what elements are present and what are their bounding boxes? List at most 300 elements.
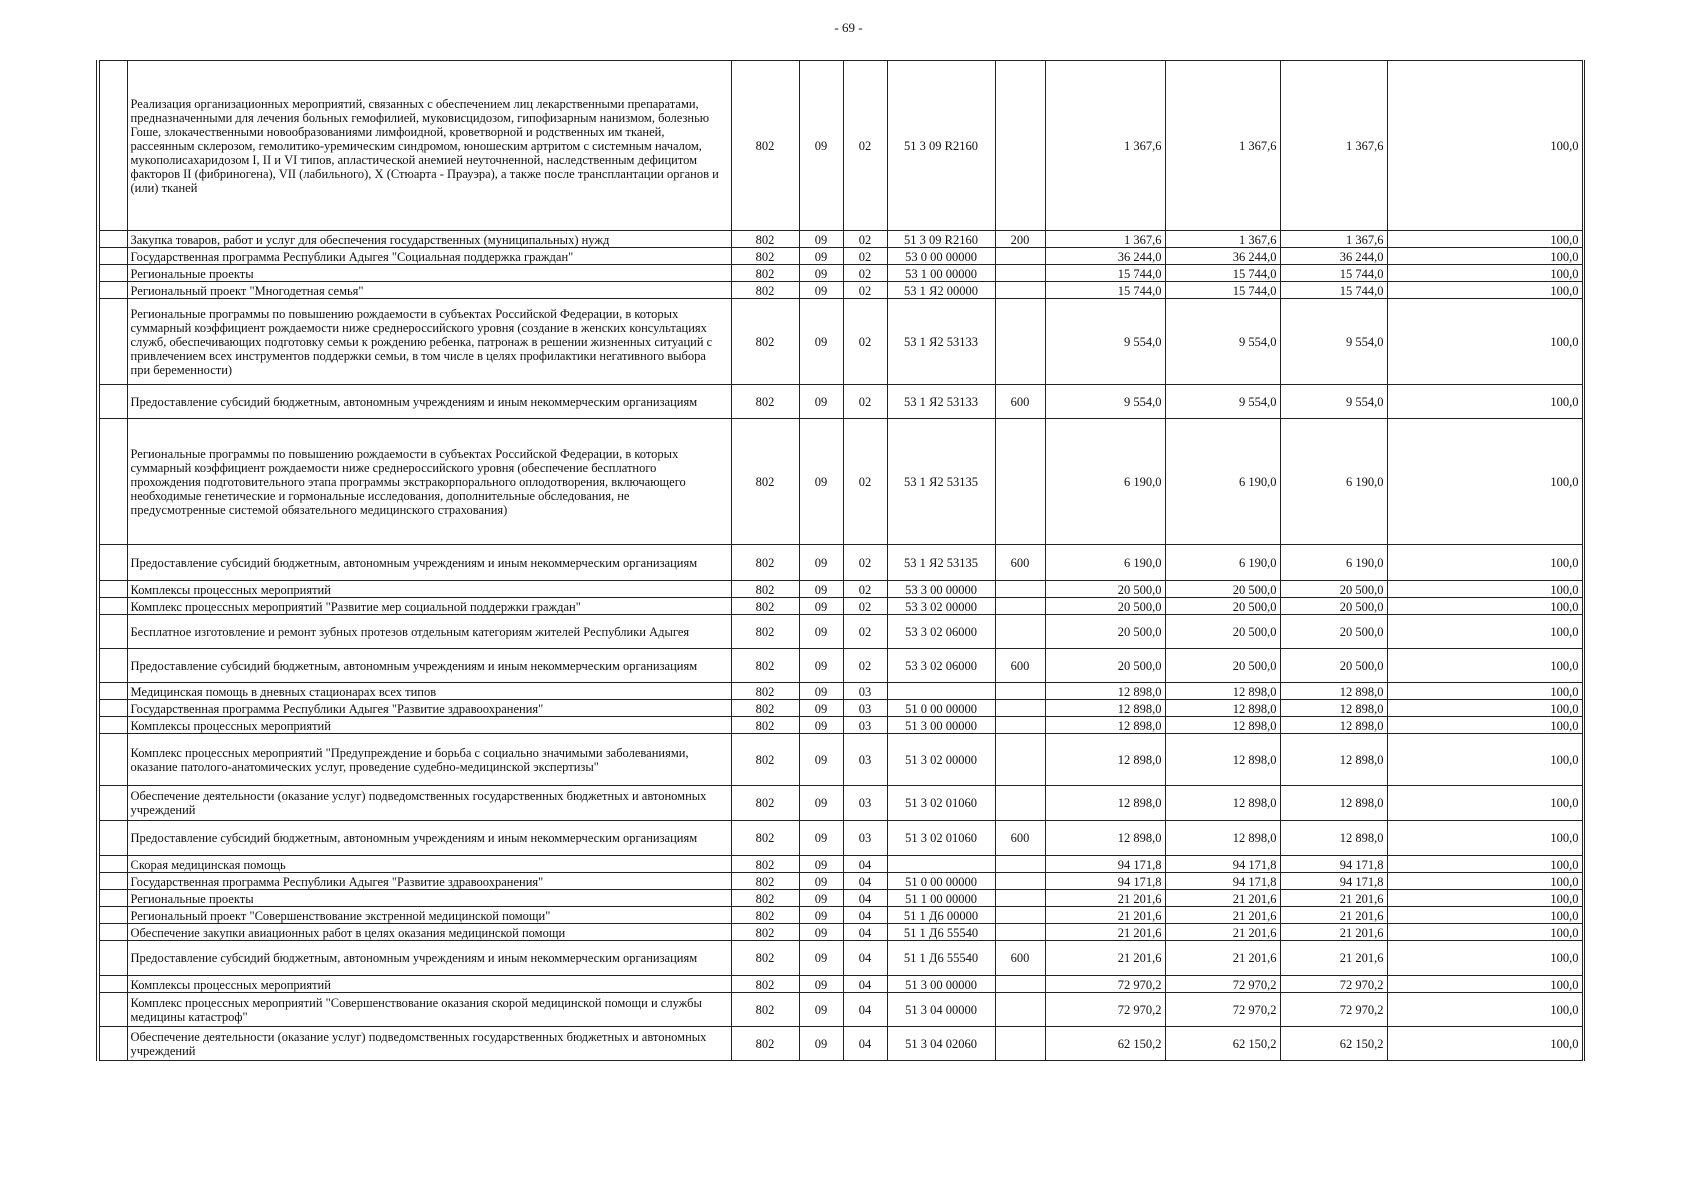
section-code-cell: 09 (799, 265, 843, 282)
amount-2-cell: 94 171,8 (1165, 873, 1280, 890)
amount-2-cell: 20 500,0 (1165, 598, 1280, 615)
row-name-cell: Предоставление субсидий бюджетным, автономным учреждениям и иным некоммерческим организациям (127, 545, 731, 581)
amount-1-cell: 12 898,0 (1045, 821, 1165, 856)
subsection-code-cell: 02 (843, 598, 887, 615)
row-gutter-cell (100, 734, 127, 786)
target-article-cell (887, 683, 995, 700)
ministry-code-cell: 802 (731, 924, 799, 941)
amount-1-cell: 20 500,0 (1045, 581, 1165, 598)
ministry-code-cell: 802 (731, 700, 799, 717)
percent-cell: 100,0 (1387, 299, 1582, 385)
section-code-cell: 09 (799, 419, 843, 545)
section-code-cell: 09 (799, 821, 843, 856)
amount-3-cell: 62 150,2 (1280, 1027, 1387, 1061)
section-code-cell: 09 (799, 61, 843, 231)
row-gutter-cell (100, 890, 127, 907)
table-row (100, 993, 1582, 1027)
target-article-cell: 53 0 00 00000 (887, 248, 995, 265)
subsection-code-cell: 03 (843, 786, 887, 821)
amount-2-cell: 12 898,0 (1165, 683, 1280, 700)
percent-cell: 100,0 (1387, 385, 1582, 419)
amount-1-cell: 20 500,0 (1045, 615, 1165, 649)
amount-3-cell: 12 898,0 (1280, 717, 1387, 734)
target-article-cell: 51 3 09 R2160 (887, 231, 995, 248)
table-row (100, 649, 1582, 683)
row-gutter-cell (100, 941, 127, 976)
amount-1-cell: 9 554,0 (1045, 299, 1165, 385)
row-name-cell: Региональные программы по повышению рождаемости в субъектах Российской Федерации, в которых суммарный коэффициент рождаемости ниже среднероссийского уровня (обеспечение бесплатного прохождения подготовительного этапа программы экстракорпорального оплодотворения, включающего необходимые генетические и гормональные исследования, дополнительные обследования, не предусмотренные системой обязательного медицинского страхования) (127, 419, 731, 545)
ministry-code-cell: 802 (731, 856, 799, 873)
amount-2-cell: 12 898,0 (1165, 700, 1280, 717)
amount-1-cell: 21 201,6 (1045, 907, 1165, 924)
amount-1-cell: 12 898,0 (1045, 734, 1165, 786)
table-row (100, 924, 1582, 941)
table-row (100, 856, 1582, 873)
expense-type-cell: 600 (995, 821, 1045, 856)
amount-3-cell: 6 190,0 (1280, 545, 1387, 581)
target-article-cell: 53 3 02 06000 (887, 649, 995, 683)
amount-3-cell: 21 201,6 (1280, 907, 1387, 924)
amount-3-cell: 36 244,0 (1280, 248, 1387, 265)
subsection-code-cell: 02 (843, 385, 887, 419)
amount-3-cell: 12 898,0 (1280, 700, 1387, 717)
page-number: - 69 - (834, 20, 863, 35)
table-body (100, 61, 1582, 1061)
expense-type-cell: 600 (995, 545, 1045, 581)
expense-type-cell (995, 598, 1045, 615)
ministry-code-cell: 802 (731, 248, 799, 265)
row-name-cell: Обеспечение деятельности (оказание услуг) подведомственных государственных бюджетных и автономных учреждений (127, 786, 731, 821)
row-name-cell: Комплексы процессных мероприятий (127, 581, 731, 598)
section-code-cell: 09 (799, 941, 843, 976)
expense-type-cell (995, 890, 1045, 907)
amount-2-cell: 12 898,0 (1165, 786, 1280, 821)
row-name-cell: Предоставление субсидий бюджетным, автономным учреждениям и иным некоммерческим организациям (127, 821, 731, 856)
expense-type-cell: 600 (995, 385, 1045, 419)
section-code-cell: 09 (799, 282, 843, 299)
percent-cell: 100,0 (1387, 941, 1582, 976)
percent-cell: 100,0 (1387, 821, 1582, 856)
target-article-cell: 51 3 00 00000 (887, 976, 995, 993)
table-row (100, 683, 1582, 700)
subsection-code-cell: 02 (843, 649, 887, 683)
expense-type-cell (995, 581, 1045, 598)
ministry-code-cell: 802 (731, 61, 799, 231)
amount-2-cell: 21 201,6 (1165, 890, 1280, 907)
section-code-cell: 09 (799, 890, 843, 907)
amount-1-cell: 1 367,6 (1045, 61, 1165, 231)
amount-1-cell: 12 898,0 (1045, 683, 1165, 700)
amount-1-cell: 72 970,2 (1045, 976, 1165, 993)
amount-2-cell: 9 554,0 (1165, 385, 1280, 419)
amount-3-cell: 12 898,0 (1280, 734, 1387, 786)
amount-3-cell: 72 970,2 (1280, 993, 1387, 1027)
percent-cell: 100,0 (1387, 924, 1582, 941)
percent-cell: 100,0 (1387, 907, 1582, 924)
row-name-cell: Скорая медицинская помощь (127, 856, 731, 873)
percent-cell: 100,0 (1387, 786, 1582, 821)
amount-1-cell: 21 201,6 (1045, 890, 1165, 907)
subsection-code-cell: 02 (843, 265, 887, 282)
percent-cell: 100,0 (1387, 993, 1582, 1027)
amount-2-cell: 1 367,6 (1165, 231, 1280, 248)
section-code-cell: 09 (799, 700, 843, 717)
percent-cell: 100,0 (1387, 717, 1582, 734)
amount-2-cell: 12 898,0 (1165, 717, 1280, 734)
subsection-code-cell: 02 (843, 545, 887, 581)
amount-3-cell: 20 500,0 (1280, 649, 1387, 683)
amount-3-cell: 6 190,0 (1280, 419, 1387, 545)
target-article-cell: 53 3 02 06000 (887, 615, 995, 649)
amount-3-cell: 21 201,6 (1280, 941, 1387, 976)
subsection-code-cell: 04 (843, 924, 887, 941)
target-article-cell: 53 1 Я2 53133 (887, 385, 995, 419)
table-row (100, 248, 1582, 265)
row-name-cell: Региональные проекты (127, 265, 731, 282)
row-gutter-cell (100, 615, 127, 649)
expense-type-cell: 600 (995, 649, 1045, 683)
amount-2-cell: 15 744,0 (1165, 265, 1280, 282)
row-name-cell: Реализация организационных мероприятий, связанных с обеспечением лиц лекарственными препаратами, предназначенными для лечения больных гемофилией, муковисцидозом, гипофизарным нанизмом, болезнью Гоше, злокачественными новообразованиями лимфоидной, кроветворной и родственных им тканей, рассеянным склерозом, гемолитико-уремическим синдромом, юношеским артритом с системным началом, мукополисахаридозом I, II и VI типов, апластической анемией неуточненной, наследственным дефицитом факторов II (фибриногена), VII (лабильного), X (Стюарта - Прауэра), а также после трансплантации органов и (или) тканей (127, 61, 731, 231)
section-code-cell: 09 (799, 856, 843, 873)
budget-table-wrapper (96, 60, 1585, 1061)
expense-type-cell (995, 907, 1045, 924)
expense-type-cell (995, 282, 1045, 299)
subsection-code-cell: 03 (843, 717, 887, 734)
amount-3-cell: 21 201,6 (1280, 890, 1387, 907)
ministry-code-cell: 802 (731, 941, 799, 976)
target-article-cell: 51 1 Д6 55540 (887, 924, 995, 941)
target-article-cell: 51 3 02 01060 (887, 786, 995, 821)
expense-type-cell: 200 (995, 231, 1045, 248)
subsection-code-cell: 03 (843, 683, 887, 700)
expense-type-cell (995, 248, 1045, 265)
subsection-code-cell: 03 (843, 700, 887, 717)
row-gutter-cell (100, 821, 127, 856)
row-gutter-cell (100, 786, 127, 821)
row-gutter-cell (100, 299, 127, 385)
table-row (100, 282, 1582, 299)
amount-1-cell: 15 744,0 (1045, 282, 1165, 299)
subsection-code-cell: 04 (843, 976, 887, 993)
amount-3-cell: 1 367,6 (1280, 61, 1387, 231)
section-code-cell: 09 (799, 299, 843, 385)
table-row (100, 821, 1582, 856)
amount-2-cell: 12 898,0 (1165, 734, 1280, 786)
amount-2-cell: 21 201,6 (1165, 907, 1280, 924)
row-name-cell: Комплекс процессных мероприятий "Совершенствование оказания скорой медицинской помощи и службы медицины катастроф" (127, 993, 731, 1027)
row-gutter-cell (100, 265, 127, 282)
amount-3-cell: 12 898,0 (1280, 683, 1387, 700)
subsection-code-cell: 04 (843, 890, 887, 907)
table-row (100, 61, 1582, 231)
section-code-cell: 09 (799, 873, 843, 890)
table-row (100, 598, 1582, 615)
section-code-cell: 09 (799, 717, 843, 734)
percent-cell: 100,0 (1387, 1027, 1582, 1061)
target-article-cell: 51 0 00 00000 (887, 873, 995, 890)
target-article-cell: 53 3 00 00000 (887, 581, 995, 598)
expense-type-cell (995, 924, 1045, 941)
percent-cell: 100,0 (1387, 581, 1582, 598)
subsection-code-cell: 03 (843, 821, 887, 856)
section-code-cell: 09 (799, 231, 843, 248)
ministry-code-cell: 802 (731, 581, 799, 598)
row-name-cell: Обеспечение деятельности (оказание услуг) подведомственных государственных бюджетных и автономных учреждений (127, 1027, 731, 1061)
row-gutter-cell (100, 419, 127, 545)
amount-2-cell: 15 744,0 (1165, 282, 1280, 299)
row-name-cell: Комплекс процессных мероприятий "Развитие мер социальной поддержки граждан" (127, 598, 731, 615)
percent-cell: 100,0 (1387, 649, 1582, 683)
amount-3-cell: 15 744,0 (1280, 282, 1387, 299)
amount-2-cell: 62 150,2 (1165, 1027, 1280, 1061)
amount-2-cell: 21 201,6 (1165, 924, 1280, 941)
target-article-cell: 51 1 Д6 55540 (887, 941, 995, 976)
row-name-cell: Государственная программа Республики Адыгея "Развитие здравоохранения" (127, 700, 731, 717)
section-code-cell: 09 (799, 1027, 843, 1061)
subsection-code-cell: 04 (843, 941, 887, 976)
row-gutter-cell (100, 924, 127, 941)
amount-1-cell: 6 190,0 (1045, 545, 1165, 581)
expense-type-cell (995, 786, 1045, 821)
percent-cell: 100,0 (1387, 615, 1582, 649)
amount-1-cell: 9 554,0 (1045, 385, 1165, 419)
table-row (100, 1027, 1582, 1061)
percent-cell: 100,0 (1387, 419, 1582, 545)
target-article-cell: 53 3 02 00000 (887, 598, 995, 615)
table-row (100, 615, 1582, 649)
row-gutter-cell (100, 581, 127, 598)
table-row (100, 700, 1582, 717)
amount-2-cell: 72 970,2 (1165, 993, 1280, 1027)
row-gutter-cell (100, 907, 127, 924)
section-code-cell: 09 (799, 786, 843, 821)
table-row (100, 581, 1582, 598)
amount-1-cell: 6 190,0 (1045, 419, 1165, 545)
amount-2-cell: 1 367,6 (1165, 61, 1280, 231)
table-row (100, 907, 1582, 924)
ministry-code-cell: 802 (731, 976, 799, 993)
ministry-code-cell: 802 (731, 299, 799, 385)
amount-3-cell: 1 367,6 (1280, 231, 1387, 248)
ministry-code-cell: 802 (731, 419, 799, 545)
amount-1-cell: 36 244,0 (1045, 248, 1165, 265)
subsection-code-cell: 02 (843, 248, 887, 265)
subsection-code-cell: 02 (843, 581, 887, 598)
row-name-cell: Комплекс процессных мероприятий "Предупреждение и борьба с социально значимыми заболеваниями, оказание патолого-анатомических услуг, проведение судебно-медицинской экспертизы" (127, 734, 731, 786)
target-article-cell: 51 1 Д6 00000 (887, 907, 995, 924)
expense-type-cell (995, 856, 1045, 873)
table-row (100, 385, 1582, 419)
section-code-cell: 09 (799, 598, 843, 615)
amount-1-cell: 21 201,6 (1045, 924, 1165, 941)
percent-cell: 100,0 (1387, 61, 1582, 231)
percent-cell: 100,0 (1387, 976, 1582, 993)
row-name-cell: Медицинская помощь в дневных стационарах всех типов (127, 683, 731, 700)
expense-type-cell (995, 299, 1045, 385)
section-code-cell: 09 (799, 993, 843, 1027)
amount-2-cell: 20 500,0 (1165, 649, 1280, 683)
subsection-code-cell: 04 (843, 856, 887, 873)
percent-cell: 100,0 (1387, 683, 1582, 700)
subsection-code-cell: 02 (843, 615, 887, 649)
table-row (100, 890, 1582, 907)
amount-3-cell: 12 898,0 (1280, 821, 1387, 856)
row-gutter-cell (100, 700, 127, 717)
section-code-cell: 09 (799, 734, 843, 786)
ministry-code-cell: 802 (731, 649, 799, 683)
section-code-cell: 09 (799, 976, 843, 993)
percent-cell: 100,0 (1387, 598, 1582, 615)
expense-type-cell (995, 1027, 1045, 1061)
amount-1-cell: 20 500,0 (1045, 649, 1165, 683)
amount-2-cell: 36 244,0 (1165, 248, 1280, 265)
row-gutter-cell (100, 248, 127, 265)
budget-table (100, 60, 1583, 1061)
amount-2-cell: 94 171,8 (1165, 856, 1280, 873)
amount-3-cell: 94 171,8 (1280, 856, 1387, 873)
target-article-cell: 51 3 00 00000 (887, 717, 995, 734)
row-name-cell: Предоставление субсидий бюджетным, автономным учреждениям и иным некоммерческим организациям (127, 649, 731, 683)
table-row (100, 545, 1582, 581)
ministry-code-cell: 802 (731, 786, 799, 821)
expense-type-cell: 600 (995, 941, 1045, 976)
row-gutter-cell (100, 683, 127, 700)
target-article-cell (887, 856, 995, 873)
amount-3-cell: 20 500,0 (1280, 598, 1387, 615)
amount-2-cell: 20 500,0 (1165, 615, 1280, 649)
target-article-cell: 53 1 Я2 53133 (887, 299, 995, 385)
target-article-cell: 53 1 Я2 00000 (887, 282, 995, 299)
target-article-cell: 51 0 00 00000 (887, 700, 995, 717)
subsection-code-cell: 02 (843, 231, 887, 248)
expense-type-cell (995, 419, 1045, 545)
row-name-cell: Комплексы процессных мероприятий (127, 976, 731, 993)
ministry-code-cell: 802 (731, 717, 799, 734)
percent-cell: 100,0 (1387, 700, 1582, 717)
row-gutter-cell (100, 873, 127, 890)
subsection-code-cell: 02 (843, 61, 887, 231)
row-gutter-cell (100, 1027, 127, 1061)
section-code-cell: 09 (799, 907, 843, 924)
amount-3-cell: 21 201,6 (1280, 924, 1387, 941)
row-gutter-cell (100, 717, 127, 734)
amount-2-cell: 6 190,0 (1165, 419, 1280, 545)
row-name-cell: Региональные программы по повышению рождаемости в субъектах Российской Федерации, в которых суммарный коэффициент рождаемости ниже среднероссийского уровня (создание в женских консультациях служб, обеспечивающих подготовку семьи к рождению ребенка, патронаж в решении жизненных ситуаций с привлечением всех инструментов поддержки семьи, в том числе в целях профилактики негативного выбора при беременности) (127, 299, 731, 385)
table-row (100, 786, 1582, 821)
ministry-code-cell: 802 (731, 598, 799, 615)
row-gutter-cell (100, 385, 127, 419)
section-code-cell: 09 (799, 385, 843, 419)
amount-1-cell: 12 898,0 (1045, 700, 1165, 717)
percent-cell: 100,0 (1387, 282, 1582, 299)
amount-3-cell: 9 554,0 (1280, 299, 1387, 385)
amount-1-cell: 15 744,0 (1045, 265, 1165, 282)
expense-type-cell (995, 717, 1045, 734)
percent-cell: 100,0 (1387, 248, 1582, 265)
amount-1-cell: 20 500,0 (1045, 598, 1165, 615)
amount-1-cell: 21 201,6 (1045, 941, 1165, 976)
row-gutter-cell (100, 856, 127, 873)
target-article-cell: 51 3 04 00000 (887, 993, 995, 1027)
amount-3-cell: 20 500,0 (1280, 581, 1387, 598)
expense-type-cell (995, 976, 1045, 993)
row-gutter-cell (100, 282, 127, 299)
expense-type-cell (995, 615, 1045, 649)
row-gutter-cell (100, 598, 127, 615)
row-gutter-cell (100, 993, 127, 1027)
expense-type-cell (995, 993, 1045, 1027)
amount-2-cell: 9 554,0 (1165, 299, 1280, 385)
amount-1-cell: 12 898,0 (1045, 717, 1165, 734)
row-gutter-cell (100, 545, 127, 581)
section-code-cell: 09 (799, 649, 843, 683)
percent-cell: 100,0 (1387, 545, 1582, 581)
ministry-code-cell: 802 (731, 683, 799, 700)
amount-2-cell: 12 898,0 (1165, 821, 1280, 856)
amount-2-cell: 72 970,2 (1165, 976, 1280, 993)
ministry-code-cell: 802 (731, 993, 799, 1027)
amount-1-cell: 12 898,0 (1045, 786, 1165, 821)
subsection-code-cell: 04 (843, 993, 887, 1027)
row-name-cell: Региональные проекты (127, 890, 731, 907)
section-code-cell: 09 (799, 248, 843, 265)
amount-3-cell: 20 500,0 (1280, 615, 1387, 649)
target-article-cell: 53 1 Я2 53135 (887, 419, 995, 545)
subsection-code-cell: 04 (843, 1027, 887, 1061)
section-code-cell: 09 (799, 683, 843, 700)
ministry-code-cell: 802 (731, 282, 799, 299)
row-name-cell: Предоставление субсидий бюджетным, автономным учреждениям и иным некоммерческим организациям (127, 941, 731, 976)
subsection-code-cell: 03 (843, 734, 887, 786)
amount-3-cell: 94 171,8 (1280, 873, 1387, 890)
percent-cell: 100,0 (1387, 734, 1582, 786)
amount-2-cell: 6 190,0 (1165, 545, 1280, 581)
ministry-code-cell: 802 (731, 385, 799, 419)
row-name-cell: Предоставление субсидий бюджетным, автономным учреждениям и иным некоммерческим организациям (127, 385, 731, 419)
amount-1-cell: 94 171,8 (1045, 873, 1165, 890)
expense-type-cell (995, 61, 1045, 231)
ministry-code-cell: 802 (731, 545, 799, 581)
row-name-cell: Закупка товаров, работ и услуг для обеспечения государственных (муниципальных) нужд (127, 231, 731, 248)
amount-3-cell: 9 554,0 (1280, 385, 1387, 419)
ministry-code-cell: 802 (731, 907, 799, 924)
row-gutter-cell (100, 231, 127, 248)
target-article-cell: 51 3 02 00000 (887, 734, 995, 786)
subsection-code-cell: 04 (843, 907, 887, 924)
amount-1-cell: 94 171,8 (1045, 856, 1165, 873)
amount-1-cell: 72 970,2 (1045, 993, 1165, 1027)
row-name-cell: Бесплатное изготовление и ремонт зубных протезов отдельным категориям жителей Республики Адыгея (127, 615, 731, 649)
ministry-code-cell: 802 (731, 615, 799, 649)
amount-3-cell: 12 898,0 (1280, 786, 1387, 821)
row-name-cell: Государственная программа Республики Адыгея "Социальная поддержка граждан" (127, 248, 731, 265)
ministry-code-cell: 802 (731, 890, 799, 907)
percent-cell: 100,0 (1387, 265, 1582, 282)
table-row (100, 873, 1582, 890)
ministry-code-cell: 802 (731, 821, 799, 856)
section-code-cell: 09 (799, 924, 843, 941)
row-name-cell: Региональный проект "Многодетная семья" (127, 282, 731, 299)
target-article-cell: 51 1 00 00000 (887, 890, 995, 907)
row-name-cell: Государственная программа Республики Адыгея "Развитие здравоохранения" (127, 873, 731, 890)
percent-cell: 100,0 (1387, 890, 1582, 907)
table-row (100, 734, 1582, 786)
target-article-cell: 51 3 09 R2160 (887, 61, 995, 231)
ministry-code-cell: 802 (731, 265, 799, 282)
row-name-cell: Обеспечение закупки авиационных работ в целях оказания медицинской помощи (127, 924, 731, 941)
subsection-code-cell: 04 (843, 873, 887, 890)
